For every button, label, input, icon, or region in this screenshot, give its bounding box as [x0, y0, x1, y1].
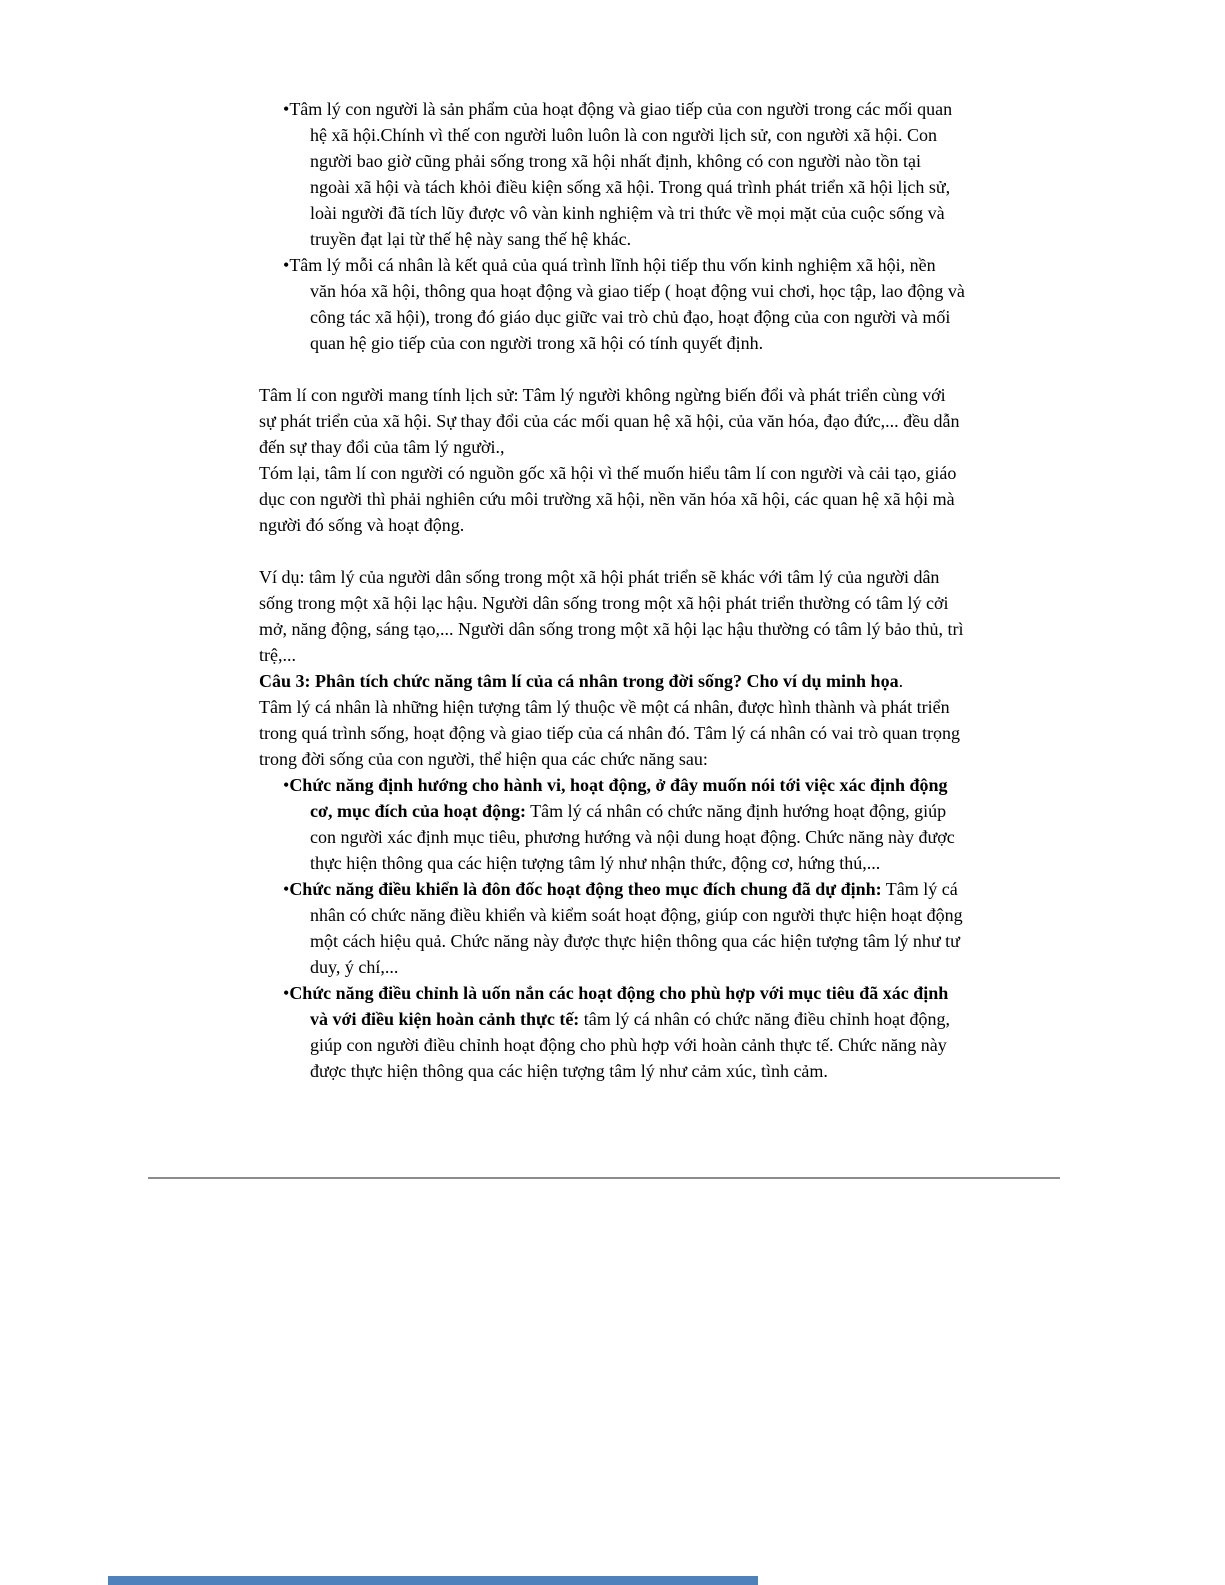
- bullet-text: Tâm lý cá nhân có chức năng định hướng hoạt động, giúp con người xác định mục tiêu, phương hướng và nội dung hoạt động. Chức năng này được thực hiện thông qua các hiện tượng tâm lý như nhận thức, động cơ, hứng thú,...: [310, 801, 955, 873]
- question3-heading-suffix: .: [898, 671, 904, 691]
- list-item: [259, 980, 965, 1084]
- bullet-icon: •: [283, 879, 290, 899]
- bullet-lead: Chức năng điều khiển là đôn đốc hoạt động theo mục đích chung đã dự định:: [289, 879, 882, 899]
- bullet-lead: Chức năng điều chỉnh là uốn nắn các hoạt động cho phù hợp với mục tiêu đã xác định và với điều kiện hoàn cảnh thực tế:: [289, 983, 949, 1029]
- question3-heading: [259, 668, 965, 694]
- bullet-text: tâm lý cá nhân có chức năng điều chỉnh hoạt động, giúp con người điều chỉnh hoạt động cho phù hợp với hoàn cảnh thực tế. Chức năng này được thực hiện thông qua các hiện tượng tâm lý như cảm xúc, tình cảm.: [310, 1009, 950, 1081]
- list-item: [259, 96, 965, 252]
- horizontal-rule: [148, 1177, 1060, 1179]
- history-paragraph: Tâm lí con người mang tính lịch sử: Tâm lý người không ngừng biến đổi và phát triển cùng với sự phát triển của xã hội. Sự thay đổi của các mối quan hệ xã hội, của văn hóa, đạo đức,... đều dẫn đến sự thay đổi của tâm lý người.,: [259, 385, 960, 457]
- list-item: [259, 876, 965, 980]
- bullet-text: Tâm lý mỗi cá nhân là kết quả của quá trình lĩnh hội tiếp thu vốn kinh nghiệm xã hội, nền văn hóa xã hội, thông qua hoạt động và giao tiếp ( hoạt động vui chơi, học tập, lao động và công tác xã hội), trong đó giáo dục giữc vai trò chủ đạo, hoạt động của con người và mối quan hệ gio tiếp của con người trong xã hội có tính quyết định.: [289, 255, 965, 353]
- bullet-icon: •: [283, 99, 290, 119]
- bullet-icon: •: [283, 983, 290, 1003]
- bullet-icon: •: [283, 255, 290, 275]
- list-item: [259, 772, 965, 876]
- question3-heading-bold: Câu 3: Phân tích chức năng tâm lí của cá nhân trong đời sống? Cho ví dụ minh họa: [259, 671, 899, 691]
- bullet-lead: Chức năng định hướng cho hành vi, hoạt động, ở đây muốn nói tới việc xác định động cơ, mục đích của hoạt động:: [289, 775, 948, 821]
- question3-intro: Tâm lý cá nhân là những hiện tượng tâm lý thuộc về một cá nhân, được hình thành và phát triển trong quá trình sống, hoạt động và giao tiếp của cá nhân đó. Tâm lý cá nhân có vai trò quan trọng trong đời sống của con người, thể hiện qua các chức năng sau:: [259, 697, 960, 769]
- function-bullet-list: [259, 772, 965, 1084]
- bullet-text: Tâm lý con người là sản phẩm của hoạt động và giao tiếp của con người trong các mối quan hệ xã hội.Chính vì thế con người luôn luôn là con người lịch sử, con người xã hội. Con người bao giờ cũng phải sống trong xã hội nhất định, không có con người nào tồn tại ngoài xã hội và tách khỏi điều kiện sống xã hội. Trong quá trình phát triển xã hội lịch sử, loài người đã tích lũy được vô vàn kinh nghiệm và tri thức về mọi mặt của cuộc sống và truyền đạt lại từ thế hệ này sang thế hệ khác.: [289, 99, 953, 249]
- bottom-blue-bar: [108, 1576, 758, 1585]
- document-content: [259, 96, 965, 1084]
- origin-bullet-list: [259, 96, 965, 356]
- list-item: [259, 252, 965, 356]
- bullet-icon: •: [283, 775, 290, 795]
- example-paragraph: Ví dụ: tâm lý của người dân sống trong một xã hội phát triển sẽ khác với tâm lý của người dân sống trong một xã hội lạc hậu. Người dân sống trong một xã hội phát triển thường có tâm lý cởi mở, năng động, sáng tạo,... Người dân sống trong một xã hội lạc hậu thường có tâm lý bảo thủ, trì trệ,...: [259, 567, 964, 665]
- summary-paragraph: Tóm lại, tâm lí con người có nguồn gốc xã hội vì thế muốn hiểu tâm lí con người và cải tạo, giáo dục con người thì phải nghiên cứu môi trường xã hội, nền văn hóa xã hội, các quan hệ xã hội mà người đó sống và hoạt động.: [259, 463, 957, 535]
- bullet-text: Tâm lý cá nhân có chức năng điều khiển và kiểm soát hoạt động, giúp con người thực hiện hoạt động một cách hiệu quả. Chức năng này được thực hiện thông qua các hiện tượng tâm lý như tư duy, ý chí,...: [310, 879, 963, 977]
